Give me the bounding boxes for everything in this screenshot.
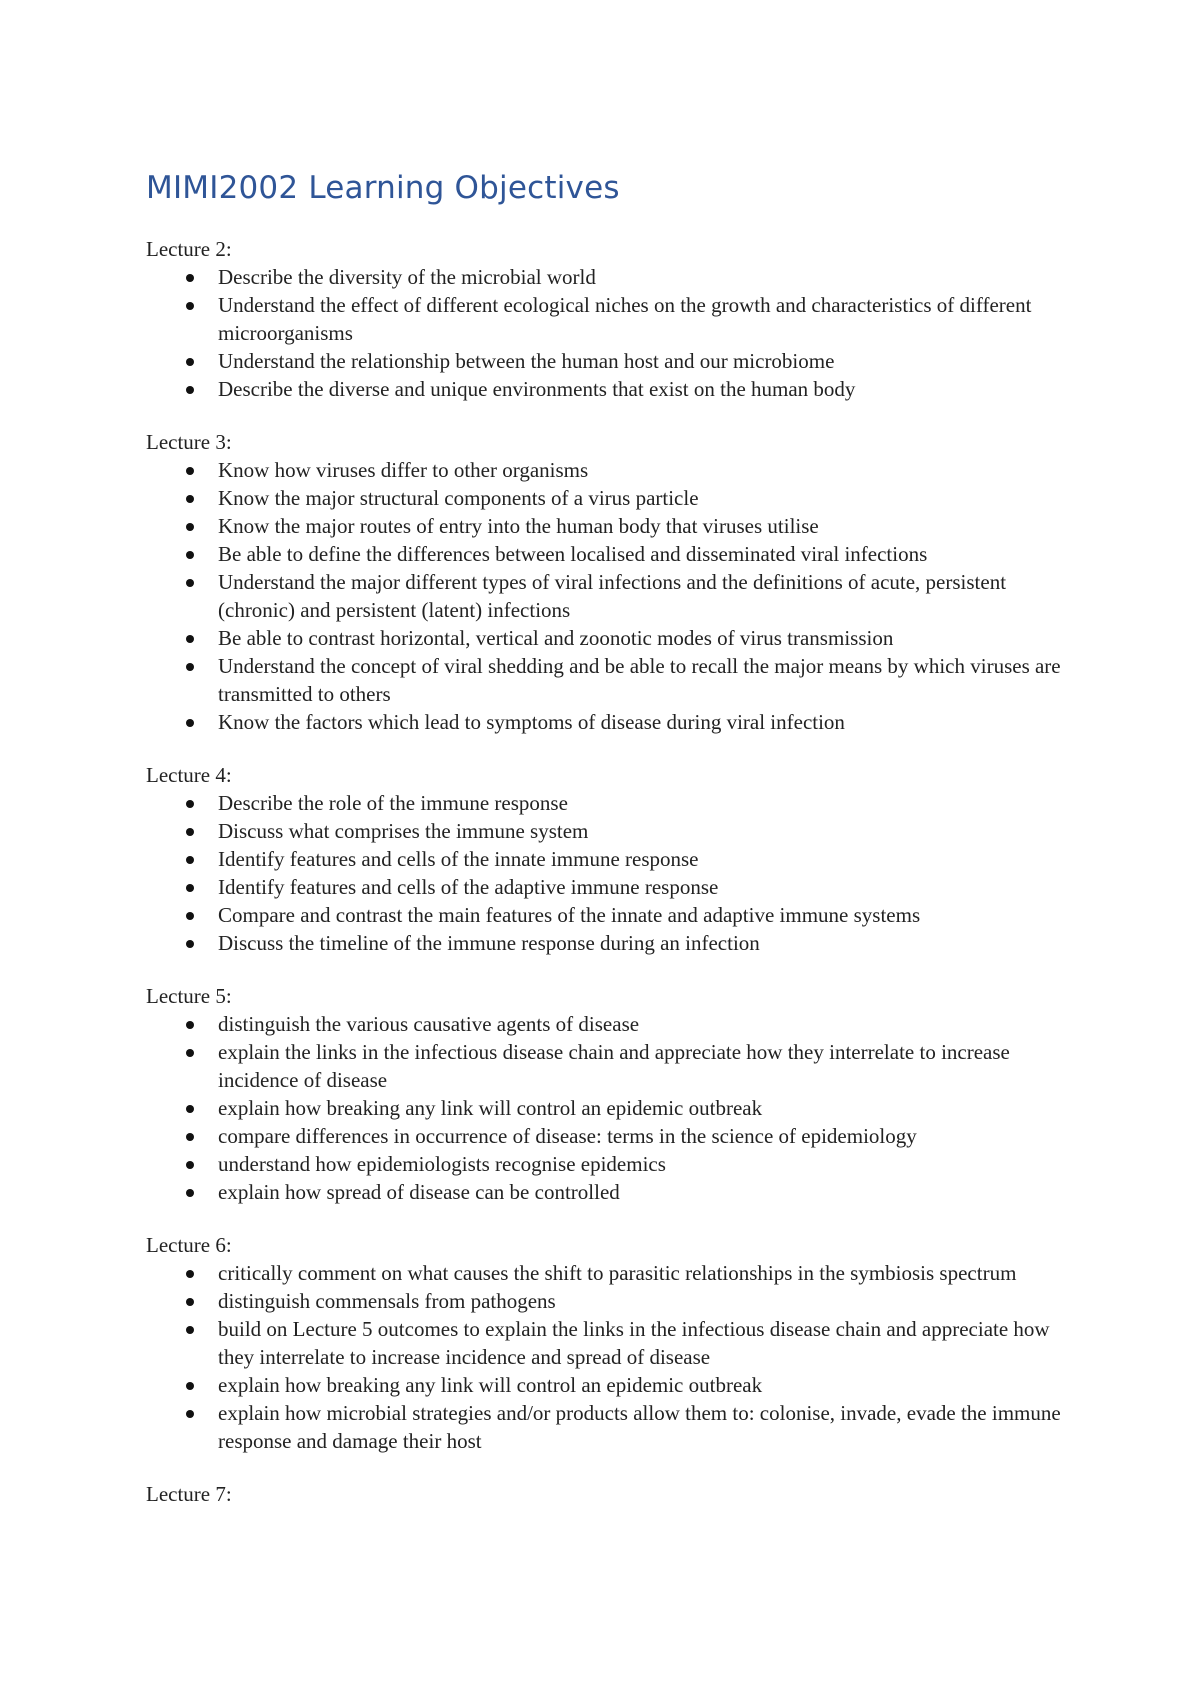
list-item bbox=[146, 540, 1066, 568]
document-content bbox=[146, 166, 1066, 1533]
objective-text: Describe the diversity of the microbial world bbox=[218, 265, 596, 289]
objective-text: Know the factors which lead to symptoms of disease during viral infection bbox=[218, 710, 845, 734]
list-item bbox=[146, 375, 1066, 403]
list-item bbox=[146, 624, 1066, 652]
objective-text: explain the links in the infectious disease chain and appreciate how they interrelate to increase incidence of disease bbox=[218, 1040, 1010, 1092]
bullet-icon bbox=[186, 800, 194, 808]
objective-text: distinguish the various causative agents of disease bbox=[218, 1012, 640, 1036]
bullet-icon bbox=[186, 1326, 194, 1334]
objective-text: Understand the major different types of viral infections and the definitions of acute, persistent (chronic) and persistent (latent) infections bbox=[218, 570, 1007, 622]
bullet-icon bbox=[186, 828, 194, 836]
list-item bbox=[146, 1122, 1066, 1150]
objective-text: Be able to contrast horizontal, vertical and zoonotic modes of virus transmission bbox=[218, 626, 894, 650]
list-item bbox=[146, 291, 1066, 347]
objective-text: Understand the relationship between the human host and our microbiome bbox=[218, 349, 835, 373]
bullet-icon bbox=[186, 302, 194, 310]
objectives-list bbox=[146, 1010, 1066, 1206]
objective-text: Know how viruses differ to other organisms bbox=[218, 458, 589, 482]
list-item bbox=[146, 1094, 1066, 1122]
list-item bbox=[146, 1371, 1066, 1399]
lecture-heading: Lecture 6: bbox=[146, 1233, 232, 1257]
list-item bbox=[146, 901, 1066, 929]
bullet-icon bbox=[186, 1133, 194, 1141]
bullet-icon bbox=[186, 579, 194, 587]
objective-text: Describe the role of the immune response bbox=[218, 791, 568, 815]
objective-text: Discuss the timeline of the immune response during an infection bbox=[218, 931, 760, 955]
list-item bbox=[146, 456, 1066, 484]
objective-text: Understand the effect of different ecological niches on the growth and characteristics of different microorganisms bbox=[218, 293, 1032, 345]
bullet-icon bbox=[186, 1382, 194, 1390]
list-item bbox=[146, 845, 1066, 873]
lecture-section bbox=[146, 1231, 1066, 1455]
list-item bbox=[146, 708, 1066, 736]
bullet-icon bbox=[186, 1161, 194, 1169]
objective-text: Know the major routes of entry into the human body that viruses utilise bbox=[218, 514, 819, 538]
page-title: MIMI2002 Learning Objectives bbox=[146, 170, 620, 206]
lecture-section bbox=[146, 235, 1066, 403]
bullet-icon bbox=[186, 274, 194, 282]
objective-text: explain how microbial strategies and/or products allow them to: colonise, invade, evade the immune response and damage their host bbox=[218, 1401, 1061, 1453]
bullet-icon bbox=[186, 1021, 194, 1029]
objective-text: Compare and contrast the main features of the innate and adaptive immune systems bbox=[218, 903, 921, 927]
list-item bbox=[146, 1399, 1066, 1455]
list-item bbox=[146, 1315, 1066, 1371]
objective-text: distinguish commensals from pathogens bbox=[218, 1289, 556, 1313]
objective-text: explain how breaking any link will control an epidemic outbreak bbox=[218, 1096, 763, 1120]
bullet-icon bbox=[186, 1410, 194, 1418]
lecture-section bbox=[146, 1480, 1066, 1508]
objective-text: build on Lecture 5 outcomes to explain the links in the infectious disease chain and appreciate how they interrelate to increase incidence and spread of disease bbox=[218, 1317, 1050, 1369]
bullet-icon bbox=[186, 1049, 194, 1057]
lecture-section bbox=[146, 761, 1066, 957]
list-item bbox=[146, 789, 1066, 817]
list-item bbox=[146, 929, 1066, 957]
bullet-icon bbox=[186, 719, 194, 727]
objective-text: explain how breaking any link will control an epidemic outbreak bbox=[218, 1373, 763, 1397]
bullet-icon bbox=[186, 495, 194, 503]
list-item bbox=[146, 817, 1066, 845]
bullet-icon bbox=[186, 1189, 194, 1197]
bullet-icon bbox=[186, 940, 194, 948]
lecture-heading: Lecture 2: bbox=[146, 237, 232, 261]
objective-text: Understand the concept of viral shedding and be able to recall the major means by which viruses are transmitted to others bbox=[218, 654, 1061, 706]
bullet-icon bbox=[186, 523, 194, 531]
bullet-icon bbox=[186, 635, 194, 643]
list-item bbox=[146, 1259, 1066, 1287]
bullet-icon bbox=[186, 1298, 194, 1306]
list-item bbox=[146, 1287, 1066, 1315]
objective-text: compare differences in occurrence of disease: terms in the science of epidemiology bbox=[218, 1124, 917, 1148]
list-item bbox=[146, 347, 1066, 375]
bullet-icon bbox=[186, 884, 194, 892]
bullet-icon bbox=[186, 386, 194, 394]
list-item bbox=[146, 652, 1066, 708]
bullet-icon bbox=[186, 912, 194, 920]
bullet-icon bbox=[186, 1270, 194, 1278]
bullet-icon bbox=[186, 358, 194, 366]
objectives-list bbox=[146, 263, 1066, 403]
list-item bbox=[146, 873, 1066, 901]
bullet-icon bbox=[186, 856, 194, 864]
list-item bbox=[146, 1178, 1066, 1206]
objective-text: understand how epidemiologists recognise epidemics bbox=[218, 1152, 666, 1176]
list-item bbox=[146, 263, 1066, 291]
lecture-heading: Lecture 3: bbox=[146, 430, 232, 454]
list-item bbox=[146, 1038, 1066, 1094]
bullet-icon bbox=[186, 551, 194, 559]
objectives-list bbox=[146, 1259, 1066, 1455]
bullet-icon bbox=[186, 467, 194, 475]
objective-text: critically comment on what causes the shift to parasitic relationships in the symbiosis spectrum bbox=[218, 1261, 1017, 1285]
objective-text: Identify features and cells of the innate immune response bbox=[218, 847, 699, 871]
list-item bbox=[146, 484, 1066, 512]
lecture-section bbox=[146, 982, 1066, 1206]
list-item bbox=[146, 568, 1066, 624]
objective-text: explain how spread of disease can be controlled bbox=[218, 1180, 620, 1204]
list-item bbox=[146, 1150, 1066, 1178]
lecture-section bbox=[146, 428, 1066, 736]
lecture-heading: Lecture 4: bbox=[146, 763, 232, 787]
objectives-sections bbox=[146, 235, 1066, 1508]
objectives-list bbox=[146, 456, 1066, 736]
objective-text: Discuss what comprises the immune system bbox=[218, 819, 589, 843]
lecture-heading: Lecture 5: bbox=[146, 984, 232, 1008]
objective-text: Be able to define the differences between localised and disseminated viral infections bbox=[218, 542, 928, 566]
lecture-heading: Lecture 7: bbox=[146, 1482, 232, 1506]
objective-text: Identify features and cells of the adaptive immune response bbox=[218, 875, 719, 899]
bullet-icon bbox=[186, 663, 194, 671]
objective-text: Know the major structural components of a virus particle bbox=[218, 486, 699, 510]
objective-text: Describe the diverse and unique environments that exist on the human body bbox=[218, 377, 856, 401]
bullet-icon bbox=[186, 1105, 194, 1113]
list-item bbox=[146, 1010, 1066, 1038]
objectives-list bbox=[146, 789, 1066, 957]
list-item bbox=[146, 512, 1066, 540]
